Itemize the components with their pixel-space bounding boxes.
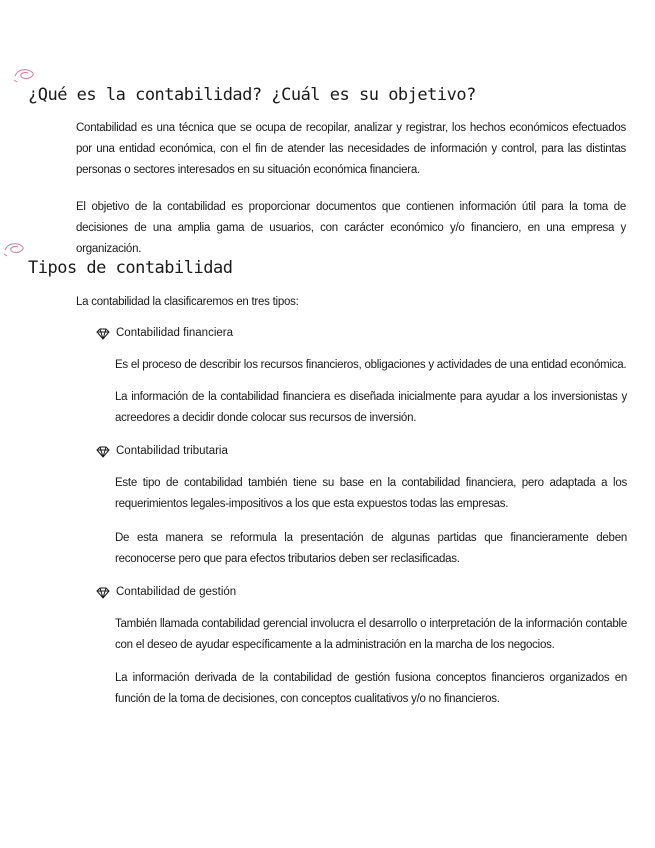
paragraph-objective: El objetivo de la contabilidad es proporcionar documentos que contienen información útil para la toma de decisiones de una amplia gama de usuarios, con carácter económico y/o financiero, en una empresa y organización. xyxy=(76,201,626,255)
diamond-bullet-icon xyxy=(96,328,110,340)
list-item-label: Contabilidad de gestión xyxy=(116,586,237,598)
paragraph-gestion-1: También llamada contabilidad gerencial involucra el desarrollo o interpretación de la información contable con el deseo de ayudar específicamente a la administración en la marcha de los negocios. xyxy=(115,618,627,651)
scribble-doodle-icon xyxy=(2,240,28,258)
paragraph-financiera-2: La información de la contabilidad financiera es diseñada inicialmente para ayudar a los inversionistas y acreedores a decidir donde colocar sus recursos de inversión. xyxy=(115,391,627,424)
list-item-contabilidad-tributaria xyxy=(96,441,228,462)
section-title-tipos: Tipos de contabilidad xyxy=(28,258,233,278)
scribble-doodle-icon xyxy=(12,66,38,84)
section-title-contabilidad: ¿Qué es la contabilidad? ¿Cuál es su objetivo? xyxy=(28,85,476,105)
list-item-contabilidad-financiera xyxy=(96,323,233,344)
paragraph-financiera-1: Es el proceso de describir los recursos financieros, obligaciones y actividades de una entidad económica. xyxy=(115,359,627,371)
paragraph-definition: Contabilidad es una técnica que se ocupa de recopilar, analizar y registrar, los hechos económicos efectuados por una entidad económica, con el fin de atender las necesidades de información y control, para las distintas personas o sectores interesados en su situación económica financiera. xyxy=(76,122,626,176)
list-item-label: Contabilidad tributaria xyxy=(116,445,228,457)
paragraph-tributaria-2: De esta manera se reformula la presentación de algunas partidas que financieramente deben reconocerse pero que para efectos tributarios deben ser reclasificadas. xyxy=(115,532,627,565)
list-item-label: Contabilidad financiera xyxy=(116,327,233,339)
list-item-contabilidad-gestion xyxy=(96,582,236,603)
paragraph-tributaria-1: Este tipo de contabilidad también tiene su base en la contabilidad financiera, pero adaptada a los requerimientos legales-impositivos a los que esta expuestos todas las empresas. xyxy=(115,477,627,510)
paragraph-intro: La contabilidad la clasificaremos en tres tipos: xyxy=(76,296,299,308)
diamond-bullet-icon xyxy=(96,587,110,599)
paragraph-gestion-2: La información derivada de la contabilidad de gestión fusiona conceptos financieros organizados en función de la toma de decisiones, con conceptos cualitativos y/o no financieros. xyxy=(115,672,627,705)
diamond-bullet-icon xyxy=(96,446,110,458)
